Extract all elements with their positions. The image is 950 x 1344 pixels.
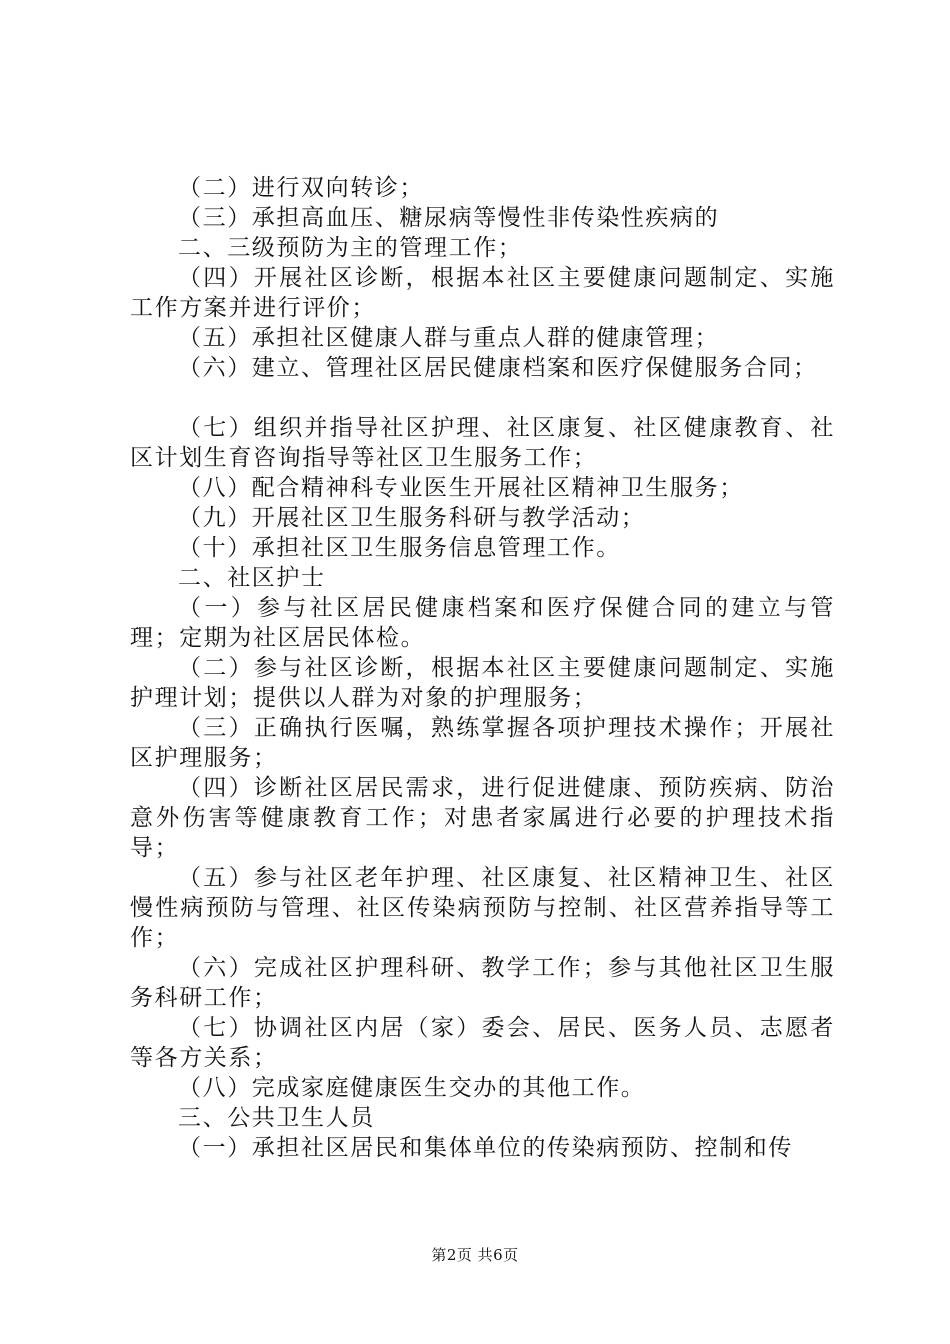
paragraph: （九）开展社区卫生服务科研与教学活动； [178, 505, 646, 531]
paragraph: （五）承担社区健康人群与重点人群的健康管理； [178, 325, 720, 351]
section-heading: 二、社区护士 [178, 565, 326, 591]
paragraph: （七）组织并指导社区护理、社区康复、社区健康教育、社区计划生育咨询指导等社区卫生服务工作； [130, 415, 835, 471]
section-heading: 三、公共卫生人员 [178, 1105, 375, 1131]
paragraph: （三）承担高血压、糖尿病等慢性非传染性疾病的 [178, 205, 720, 231]
paragraph: （五）参与社区老年护理、社区康复、社区精神卫生、社区慢性病预防与管理、社区传染病预防与控制、社区营养指导等工作； [130, 865, 835, 951]
paragraph: （一）承担社区居民和集体单位的传染病预防、控制和传 [178, 1135, 793, 1161]
paragraph: （七）协调社区内居（家）委会、居民、医务人员、志愿者等各方关系； [130, 1015, 835, 1071]
paragraph: （八）配合精神科专业医生开展社区精神卫生服务； [178, 475, 744, 501]
document-body [130, 173, 835, 1163]
paragraph: （八）完成家庭健康医生交办的其他工作。 [178, 1075, 646, 1101]
page-footer: 第2页 共6页 [431, 1246, 519, 1264]
paragraph: （二）进行双向转诊； [178, 175, 424, 201]
paragraph: （六）建立、管理社区居民健康档案和医疗保健服务合同； [178, 355, 818, 381]
blank-line [130, 383, 835, 413]
paragraph: （四）开展社区诊断，根据本社区主要健康问题制定、实施工作方案并进行评价； [130, 265, 835, 321]
paragraph: （十）承担社区卫生服务信息管理工作。 [178, 535, 621, 561]
paragraph: （二）参与社区诊断，根据本社区主要健康问题制定、实施护理计划；提供以人群为对象的护理服务； [130, 655, 835, 711]
paragraph: 二、三级预防为主的管理工作； [178, 235, 523, 261]
paragraph: （三）正确执行医嘱，熟练掌握各项护理技术操作；开展社区护理服务； [130, 715, 835, 771]
paragraph: （六）完成社区护理科研、教学工作；参与其他社区卫生服务科研工作； [130, 955, 835, 1011]
paragraph: （一）参与社区居民健康档案和医疗保健合同的建立与管理；定期为社区居民体检。 [130, 595, 835, 651]
paragraph: （四）诊断社区居民需求，进行促进健康、预防疾病、防治意外伤害等健康教育工作；对患者家属进行必要的护理技术指导； [130, 775, 835, 861]
